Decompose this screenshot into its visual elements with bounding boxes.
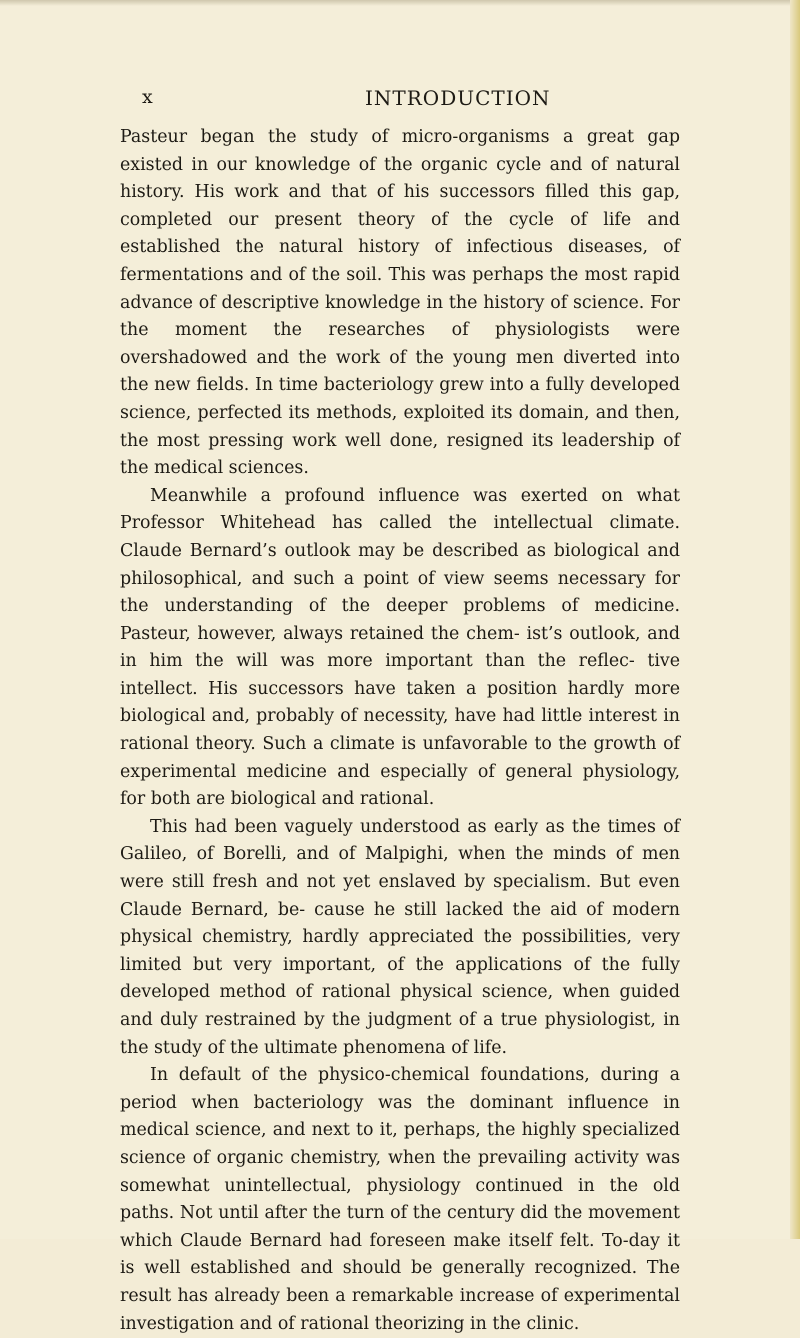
body-text [120,124,680,1338]
paragraph: This had been vaguely understood as early as the times of Galileo, of Borelli, and of Malpighi, when the minds of men were still fresh and not yet enslaved by specialism. But even Claude Bernard, be- cause he still lacked the aid of modern physical chemistry, hardly appreciated the possibilities, very limited but very important, of the applications of the fully developed method of rational physical science, when guided and duly restrained by the judgment of a true physiologist, in the study of the ultimate phenomena of life. [120,816,680,1058]
page-header [120,86,720,114]
page-right-edge [790,0,800,1239]
paragraph: Meanwhile a profound influence was exerted on what Professor Whitehead has called the intellectual climate. Claude Bernard’s outlook may be described as biological and philosophical, and such a point of view seems necessary for the understanding of the deeper problems of medicine. Pasteur, however, always retained the chem- ist’s outlook, and in him the will was more important than the reflec- tive intellect. His successors have taken a position hardly more biological and, probably of necessity, have had little interest in rational theory. Such a climate is unfavorable to the growth of experimental medicine and especially of general physiology, for both are biological and rational. [120,485,680,810]
page-number: x [142,86,154,108]
paragraph: Pasteur began the study of micro-organisms a great gap existed in our knowledge of the organic cycle and of natural history. His work and that of his successors filled this gap, completed our present theory of the cycle of life and established the natural history of infectious diseases, of fermentations and of the soil. This was perhaps the most rapid advance of descriptive knowledge in the history of science. For the moment the researches of physiologists were overshadowed and the work of the young men diverted into the new fields. In time bacteriology grew into a fully developed science, perfected its methods, exploited its domain, and then, the most pressing work well done, resigned its leadership of the medical sciences. [120,127,680,479]
running-head: INTRODUCTION [365,86,551,110]
paragraph: In default of the physico-chemical foundations, during a period when bacteriology was the dominant influence in medical science, and next to it, perhaps, the highly specialized science of organic chemistry, when the prevailing activity was somewhat unintellectual, physiology continued in the old paths. Not until after the turn of the century did the movement which Claude Bernard had foreseen make itself felt. To-day it is well established and should be generally recognized. The result has already been a remarkable increase of experimental investigation and of rational theorizing in the clinic. [120,1065,680,1334]
page-top-edge [0,0,790,6]
